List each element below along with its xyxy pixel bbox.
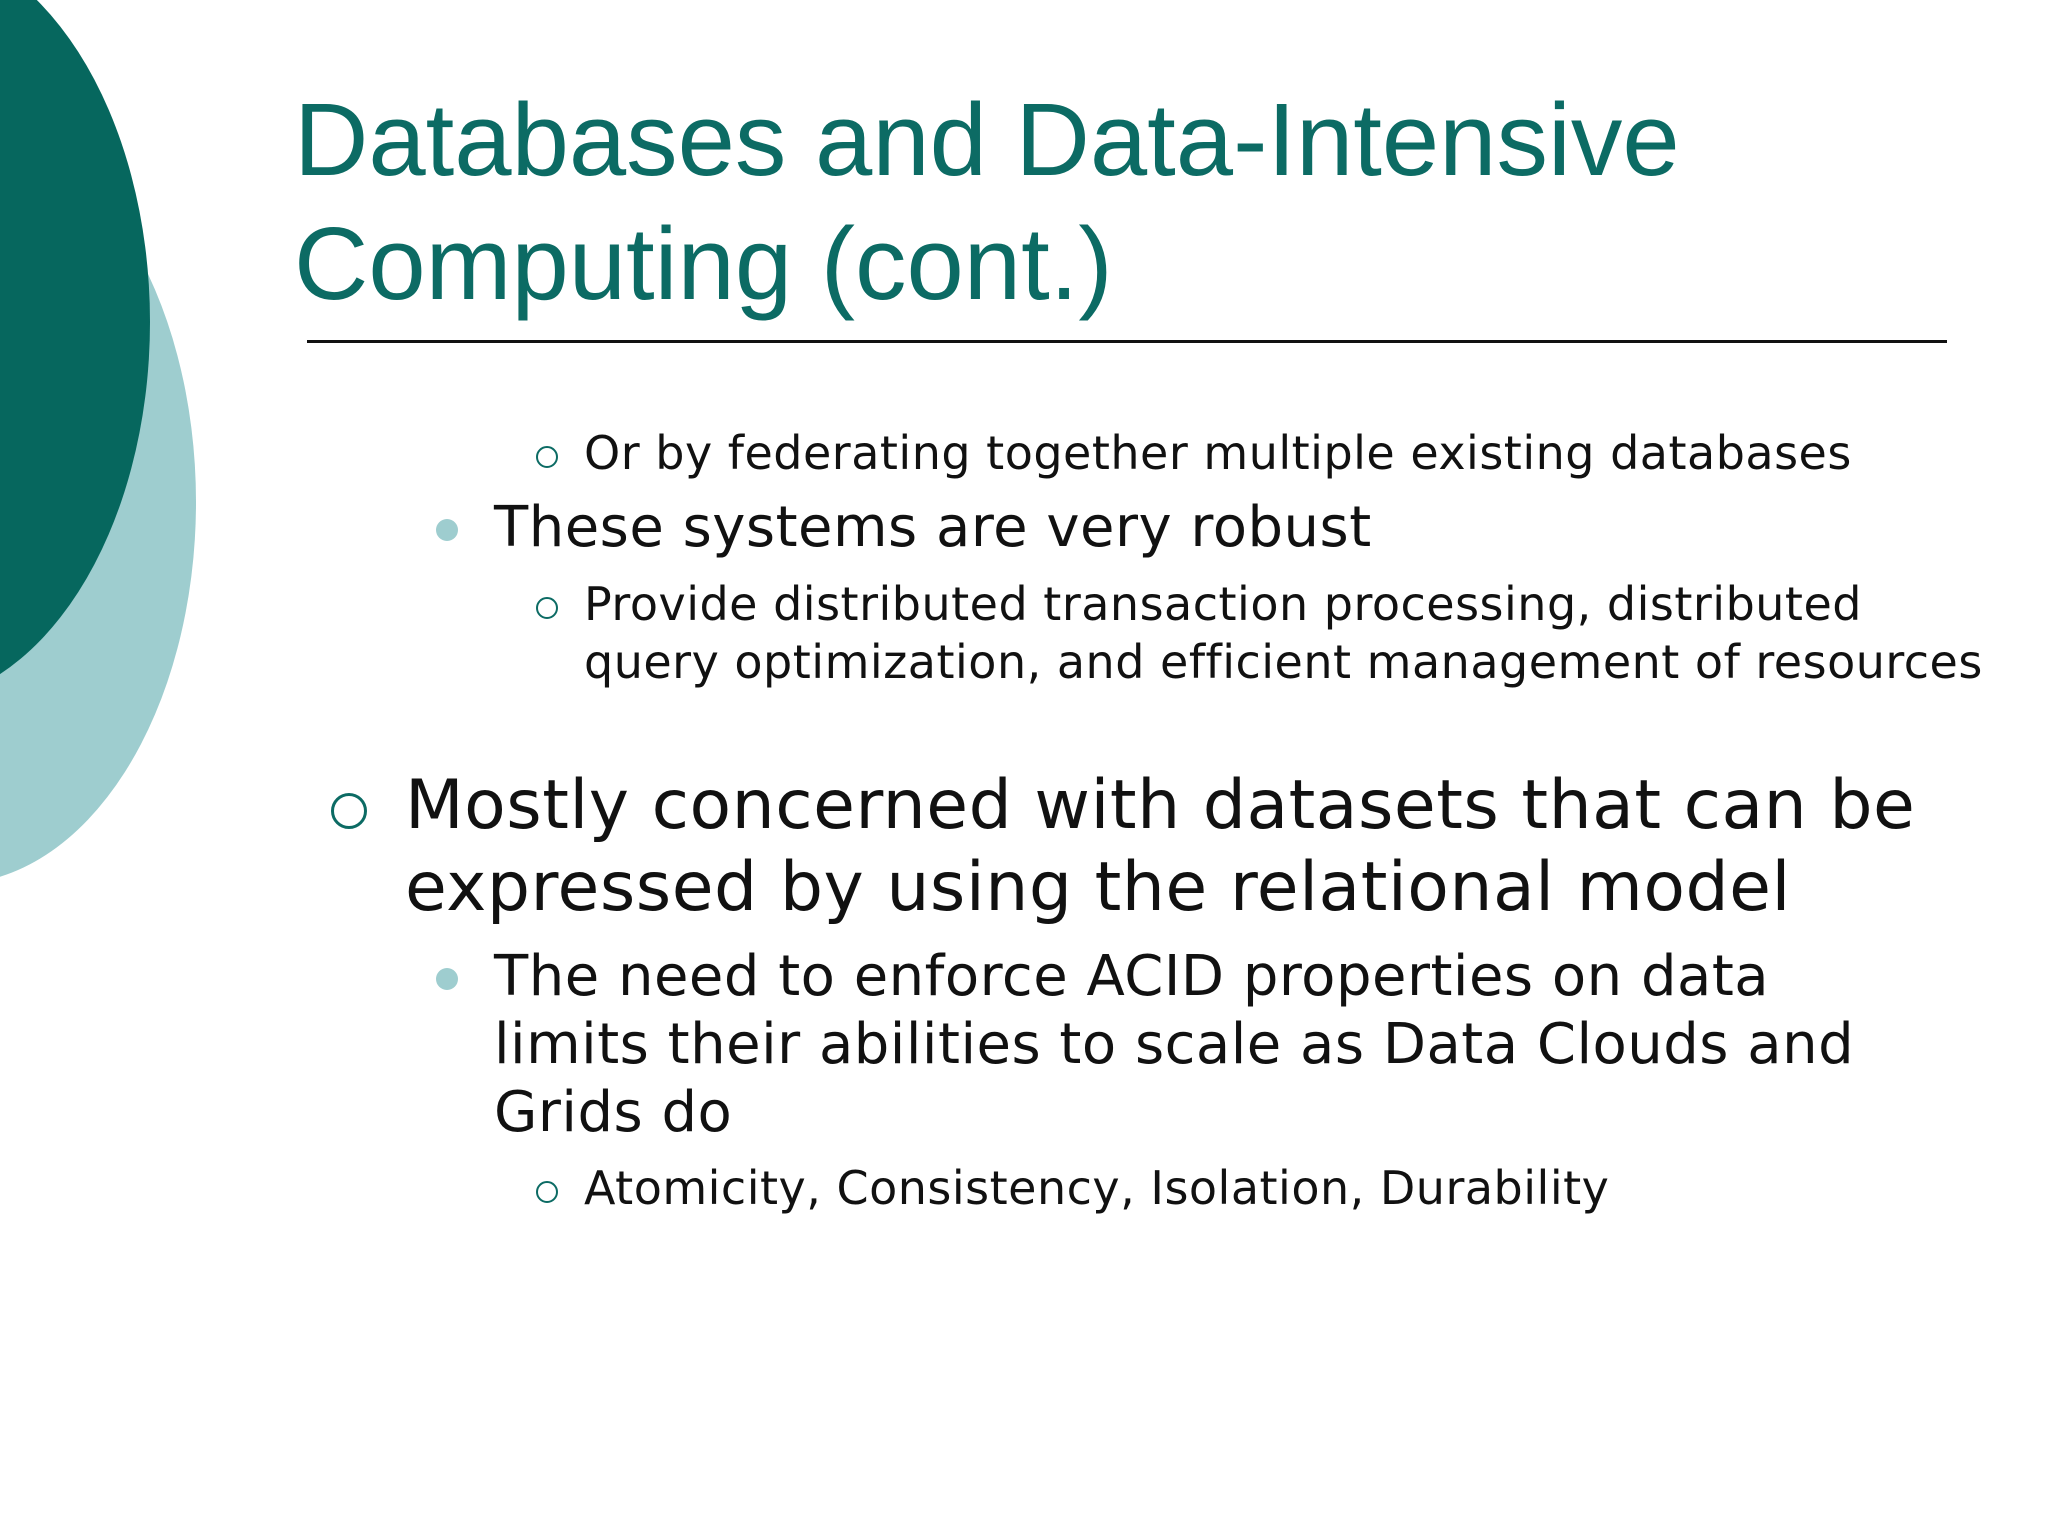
bullet-item-distributed <box>584 575 1984 691</box>
bullet-item-relational <box>405 765 1985 929</box>
hollow-bullet-icon <box>536 446 558 468</box>
bullet-text: Or by federating together multiple existing databases <box>584 426 1852 480</box>
bullet-text: These systems are very robust <box>494 495 1372 560</box>
slide-title: Databases and Data-Intensive Computing (cont.) <box>294 82 1680 321</box>
bullet-text: The need to enforce ACID properties on data limits their abilities to scale as Data Clouds and Grids do <box>494 944 1855 1145</box>
bullet-item-acid <box>494 943 1924 1147</box>
filled-bullet-icon <box>436 519 458 541</box>
bullet-text: Provide distributed transaction processing, distributed query optimization, and efficient management of resources <box>584 577 1983 689</box>
filled-bullet-icon <box>436 968 458 990</box>
bullet-text: Mostly concerned with datasets that can be expressed by using the relational model <box>405 766 1916 927</box>
bullet-item-atomicity <box>584 1159 1984 1217</box>
bullet-item-robust <box>494 494 1974 562</box>
bullet-item-federating <box>584 424 2004 482</box>
hollow-bullet-icon <box>536 1181 558 1203</box>
hollow-bullet-icon <box>331 793 367 829</box>
bullet-text: Atomicity, Consistency, Isolation, Durability <box>584 1161 1610 1215</box>
hollow-bullet-icon <box>536 597 558 619</box>
title-divider <box>307 340 1947 343</box>
